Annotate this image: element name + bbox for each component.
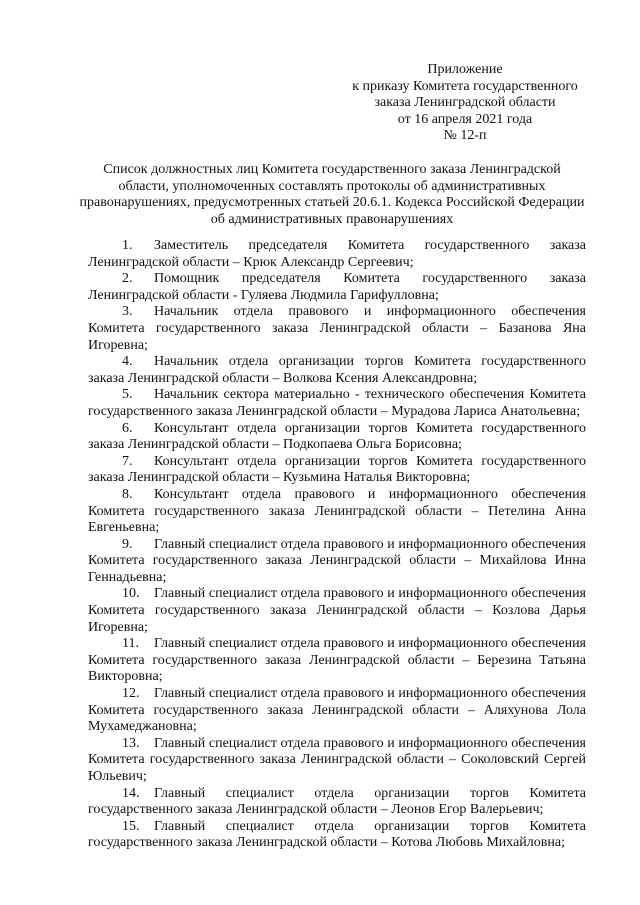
item-text: Главный специалист отдела правового и информационного обеспечения Комитета государственного заказа Ленинградской области – Березина Татьяна Викторовна; [88, 636, 586, 685]
list-item [88, 487, 586, 537]
list-item [88, 454, 586, 487]
item-text: Главный специалист отдела правового и информационного обеспечения Комитета государственного заказа Ленинградской области – Соколовский Сергей Юльевич; [88, 735, 586, 784]
item-number: 7. [122, 453, 133, 469]
appendix-date: от 16 апреля 2021 года [397, 111, 533, 127]
item-text: Начальник отдела организации торгов Комитета государственного заказа Ленинградской области – Волкова Ксения Александровна; [88, 354, 586, 386]
officials-list [88, 238, 586, 852]
list-item [88, 271, 586, 304]
appendix-label: Приложение [427, 62, 503, 77]
item-text: Главный специалист отдела организации торгов Комитета государственного заказа Ленинградской области – Леонов Егор Валерьевич; [88, 785, 586, 818]
item-text: Главный специалист отдела правового и информационного обеспечения Комитета государственного заказа Ленинградской области – Аляхунова Лола Мухамеджановна; [88, 686, 586, 735]
item-number: 10. [122, 586, 140, 602]
item-number: 6. [122, 420, 133, 436]
item-number: 2. [122, 271, 133, 287]
list-item [88, 586, 586, 636]
list-item [88, 354, 586, 387]
list-item [88, 636, 586, 686]
appendix-committee: заказа Ленинградской области [374, 95, 556, 110]
item-number: 13. [122, 735, 140, 751]
item-number: 11. [122, 636, 139, 652]
item-number: 1. [122, 238, 133, 253]
list-item [88, 304, 586, 354]
list-item [88, 421, 586, 454]
item-number: 3. [122, 304, 133, 320]
item-text: Помощник председателя Комитета государственного заказа Ленинградской области - Гуляева Людмила Гарифулловна; [88, 271, 586, 303]
item-number: 15. [122, 818, 140, 834]
appendix-number: № 12-п [443, 128, 487, 143]
title-line: об административных правонарушениях [210, 211, 454, 227]
item-number: 14. [122, 785, 140, 801]
item-text: Начальник сектора материально - технического обеспечения Комитета государственного заказа Ленинградской области – Мурадова Лариса Анатольевна; [88, 387, 586, 419]
item-text: Консультант отдела правового и информационного обеспечения Комитета государственного заказа Ленинградской области – Петелина Анна Евгеньевна; [88, 486, 586, 536]
item-text: Заместитель председателя Комитета государственного заказа Ленинградской области – Крюк Александр Сергеевич; [88, 238, 586, 270]
item-number: 5. [122, 387, 133, 403]
item-text: Начальник отдела правового и информационного обеспечения Комитета государственного заказа Ленинградской области – Базанова Яна Игоревна; [88, 304, 586, 353]
item-text: Главный специалист отдела организации торгов Комитета государственного заказа Ленинградской области – Котова Любовь Михайловна; [88, 818, 586, 851]
item-text: Консультант отдела организации торгов Комитета государственного заказа Ленинградской области – Кузьмина Наталья Викторовна; [88, 453, 586, 486]
title-line: правонарушениях, предусмотренных статьей 20.6.1. Кодекса Российской Федерации [79, 195, 585, 210]
appendix-order-ref: к приказу Комитета государственного [352, 78, 578, 94]
title-line: Список должностных лиц Комитета государственного заказа Ленинградской [103, 162, 561, 177]
item-text: Главный специалист отдела правового и информационного обеспечения Комитета государственного заказа Ленинградской области – Козлова Дарья Игоревна; [88, 586, 586, 635]
item-number: 9. [122, 536, 133, 552]
item-number: 12. [122, 686, 140, 702]
item-text: Консультант отдела организации торгов Комитета государственного заказа Ленинградской области – Подкопаева Ольга Борисовна; [88, 420, 586, 453]
document-title [78, 162, 586, 228]
list-item [88, 736, 586, 786]
list-item [88, 819, 586, 852]
list-item [88, 238, 586, 271]
item-number: 8. [122, 486, 133, 502]
list-item [88, 537, 586, 587]
list-item [88, 686, 586, 736]
list-item [88, 387, 586, 420]
appendix-header [330, 62, 600, 145]
item-text: Главный специалист отдела правового и информационного обеспечения Комитета государственного заказа Ленинградской области – Михайлова Инна Геннадьевна; [88, 536, 586, 585]
title-line: области, уполномоченных составлять протоколы об административных [118, 178, 546, 194]
item-number: 4. [122, 354, 133, 370]
list-item [88, 786, 586, 819]
